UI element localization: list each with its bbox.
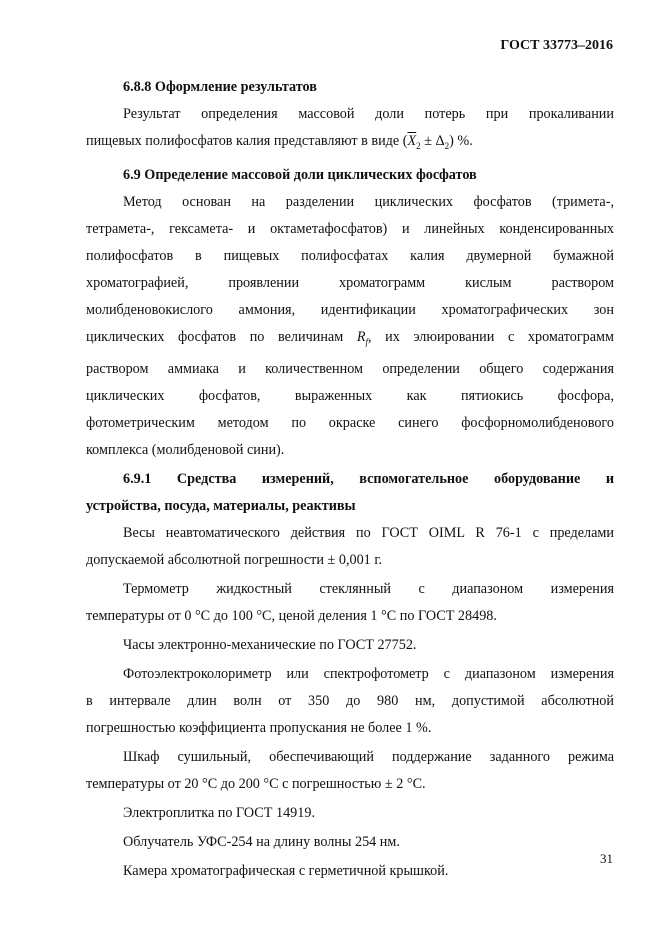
result-formula <box>407 133 449 149</box>
running-header: ГОСТ 33773–2016 <box>500 38 613 53</box>
equipment-item-line: Термометр жидкостный стеклянный с диапазоном измерения <box>123 580 614 597</box>
paragraph-line: раствором аммиака и количественном определении общего содержания <box>86 360 614 377</box>
paragraph-line: молибденовокислого аммония, идентификации хроматографических зон <box>86 301 614 318</box>
equipment-item-line: допускаемой абсолютной погрешности ± 0,001 г. <box>86 551 383 568</box>
equipment-item-line: температуры от 0 °С до 100 °С, ценой деления 1 °С по ГОСТ 28498. <box>86 607 497 624</box>
formula-x-mean: $\overline{X}$ <box>407 133 417 149</box>
section-heading-6-9-1-continued: устройства, посуда, материалы, реактивы <box>86 497 356 514</box>
equipment-item-line: Электроплитка по ГОСТ 14919. <box>123 804 316 821</box>
text-fragment: циклических фосфатов по величинам <box>86 328 357 345</box>
section-heading-6-9-1: 6.9.1 Средства измерений, вспомогательное оборудование и <box>123 470 614 487</box>
section-heading-6-8-8: 6.8.8 Оформление результатов <box>123 79 317 95</box>
equipment-item-line: Камера хроматографическая с герметичной крышкой. <box>123 862 449 879</box>
rf-symbol: R <box>356 328 366 345</box>
equipment-item-line: в интервале длин волн от 350 до 980 нм, допустимой абсолютной <box>86 692 614 709</box>
text-fragment: пищевых полифосфатов калия представляют в виде ( <box>86 133 408 149</box>
equipment-item-line: Шкаф сушильный, обеспечивающий поддержание заданного режима <box>123 748 614 765</box>
paragraph-line: полифосфатов в пищевых полифосфатах калия двумерной бумажной <box>86 247 614 264</box>
rf-subscript: f <box>365 336 368 347</box>
formula-x-subscript: 2 <box>416 140 421 151</box>
page-content <box>86 74 614 885</box>
paragraph-line: комплекса (молибденовой сини). <box>86 441 285 458</box>
page-number: 31 <box>600 851 613 866</box>
equipment-item-line: Облучатель УФС-254 на длину волны 254 нм. <box>123 833 400 850</box>
text-fragment: ) %. <box>449 133 473 149</box>
text-fragment: , их элюировании с хроматограмм <box>368 328 614 345</box>
formula-delta-subscript: 2 <box>444 140 450 151</box>
paragraph-line <box>86 128 614 160</box>
formula-plus-minus-delta: ± Δ <box>420 133 445 149</box>
paragraph-line: Метод основан на разделении циклических фосфатов (тримета-, <box>123 193 614 210</box>
paragraph-line: хроматографией, проявлении хроматограмм кислым раствором <box>86 274 614 291</box>
paragraph-line: Результат определения массовой доли потерь при прокаливании <box>123 106 614 122</box>
paragraph-line: тетрамета-, гексамета- и октаметафосфатов) и линейных конденсированных <box>86 220 614 237</box>
equipment-item-line: погрешностью коэффициента пропускания не более 1 %. <box>86 719 432 736</box>
paragraph-line <box>86 324 614 356</box>
equipment-item-line: Часы электронно-механические по ГОСТ 27752. <box>123 636 417 653</box>
section-heading-6-9: 6.9 Определение массовой доли циклических фосфатов <box>123 166 477 183</box>
equipment-item-line: Весы неавтоматического действия по ГОСТ OIML R 76-1 с пределами <box>123 524 614 541</box>
equipment-item-line: температуры от 20 °С до 200 °С с погрешностью ± 2 °С. <box>86 775 426 792</box>
paragraph-line: фотометрическим методом по окраске синего фосфорномолибденового <box>86 414 614 431</box>
paragraph-line: циклических фосфатов, выраженных как пятиокись фосфора, <box>86 387 614 404</box>
equipment-item-line: Фотоэлектроколориметр или спектрофотометр с диапазоном измерения <box>123 665 614 682</box>
